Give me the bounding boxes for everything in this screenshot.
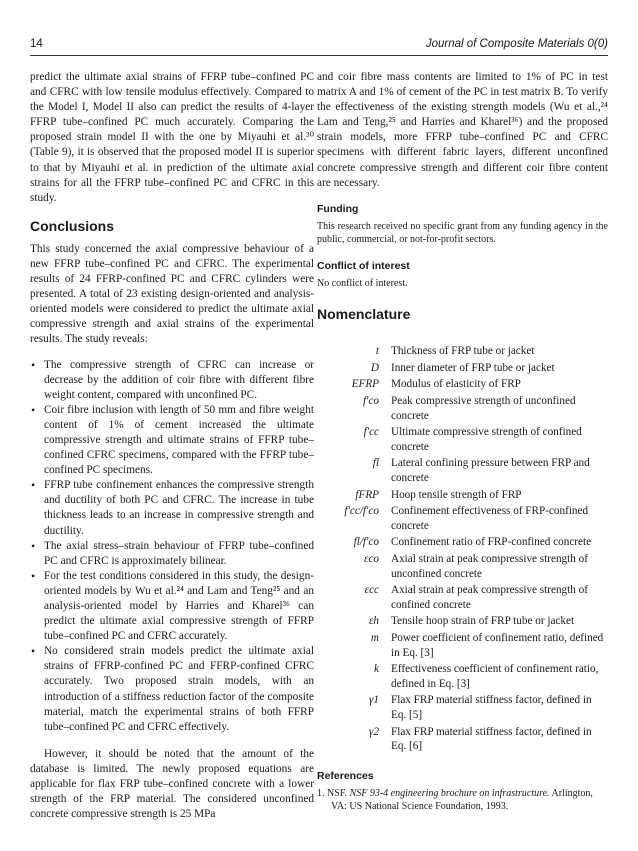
nomenclature-symbol: γ2 <box>368 725 379 738</box>
right-column <box>317 70 608 814</box>
nomenclature-row <box>317 456 608 485</box>
nomenclature-row <box>317 631 608 660</box>
nomenclature-definition: Ultimate compressive strength of confined concrete <box>391 426 582 453</box>
reference-author: NSF. <box>327 787 348 799</box>
nomenclature-definition: Axial strain at peak compressive strength of confined concrete <box>391 584 588 611</box>
nomenclature-row <box>317 662 608 691</box>
nomenclature-row <box>317 614 608 629</box>
left-column <box>30 70 314 822</box>
nomenclature-symbol: f'cc <box>363 426 379 439</box>
nomenclature-symbol: f'cc/f'co <box>344 505 379 518</box>
nomenclature-definition: Flax FRP material stiffness factor, defined in Eq. [6] <box>391 725 592 753</box>
nomenclature-row <box>317 693 608 722</box>
nomenclature-definition: Power coefficient of confinement ratio, defined in Eq. [3] <box>391 631 604 659</box>
intro-paragraph: predict the ultimate axial strains of FFRP tube–confined PC and CFRC with low tensile modulus effectively. Compared to the Model I, Model II also can predict the results of 4-layer FFRP tube–confined PC much accurately. Comparing the proposed strain model II with the one by Miyauhi et al.³⁰ (Table 9), it is observed that the proposed model II is superior to that by Miyauhi et al. in prediction of the ultimate axial strains for all the FFRP tube–confined PC and CFRC in this study. <box>30 71 314 204</box>
nomenclature-symbol: fl/f'co <box>353 536 379 549</box>
nomenclature-row <box>317 504 608 533</box>
running-header <box>30 38 608 60</box>
reference-title: NSF 93-4 engineering brochure on infrastructure. <box>349 787 550 799</box>
nomenclature-symbol: εcc <box>364 584 379 597</box>
nomenclature-definition: Tensile hoop strain of FRP tube or jacket <box>391 615 575 628</box>
nomenclature-definition: Hoop tensile strength of FRP <box>391 488 522 501</box>
conflict-heading: Conflict of interest <box>317 259 410 272</box>
list-item: • Coir fibre inclusion with length of 50 mm and fibre weight content of 1% of cement increased the ultimate compressive strength and ultimate strains of FFRP tube–confined CFRC specimens, compared with the FFRP tube–confined PC specimens. <box>30 403 314 478</box>
conflict-section <box>317 260 608 291</box>
nomenclature-row <box>317 394 608 423</box>
nomenclature-definition: Axial strain at peak compressive strength of unconfined concrete <box>391 552 588 580</box>
journal-title: Journal of Composite Materials 0(0) <box>425 38 608 50</box>
references-section <box>317 770 608 814</box>
nomenclature-symbol: εh <box>368 615 379 628</box>
conflict-text: No conflict of interest. <box>317 277 408 289</box>
funding-heading: Funding <box>317 202 359 215</box>
nomenclature-symbol: k <box>374 663 379 676</box>
nomenclature-symbol: EFRP <box>351 378 379 391</box>
nomenclature-definition: Modulus of elasticity of FRP <box>391 378 521 391</box>
nomenclature-symbol: D <box>370 361 379 374</box>
nomenclature-definition: Confinement ratio of FRP-confined concrete <box>391 536 592 549</box>
nomenclature-definition: Flax FRP material stiffness factor, defined in Eq. [5] <box>391 694 592 721</box>
funding-section <box>317 203 608 247</box>
conclusions-heading: Conclusions <box>30 217 115 234</box>
list-item: • For the test conditions considered in this study, the design-oriented models by Wu et al.²⁴ and Lam and Teng²⁵ and an analysis-oriented model by Harries and Kharel³⁶ can predict the ultimate axial compressive strength of FFRP tube–confined PC and CFRC accurately. <box>30 569 314 644</box>
nomenclature-row <box>317 552 608 581</box>
nomenclature-symbol: γ1 <box>368 694 379 707</box>
nomenclature-symbol: f'co <box>362 395 379 408</box>
nomenclature-row <box>317 361 608 376</box>
reference-number: 1. <box>317 787 325 799</box>
nomenclature-row <box>317 488 608 503</box>
nomenclature-row <box>317 535 608 550</box>
nomenclature-symbol: t <box>375 345 379 358</box>
page-number: 14 <box>30 38 43 50</box>
nomenclature-definition: Peak compressive strength of unconfined concrete <box>391 395 576 422</box>
nomenclature-row <box>317 725 608 754</box>
nomenclature-definition: Confinement effectiveness of FRP-confined concrete <box>391 505 589 532</box>
nomenclature-row <box>317 583 608 612</box>
conclusions-paragraph: This study concerned the axial compressive behaviour of a new FFRP tube–confined PC and CFRC. The experimental results of 24 FFRP-confined PC and CFRC cylinders were presented. A total of 23 existing design-oriented and analysis-oriented models were considered to predict the ultimate axial compressive strength and axial strains of the experimental results. The study reveals: <box>30 242 314 346</box>
references-heading: References <box>317 769 374 782</box>
funding-text: This research received no specific grant from any funding agency in the public, commercial, or not-for-profit sectors. <box>317 220 608 246</box>
nomenclature-list <box>317 344 608 753</box>
nomenclature-row <box>317 425 608 454</box>
list-item: • No considered strain models predict the ultimate axial strains of FFRP-confined PC and FFRP-confined CFRC accurately. Two proposed strain models, with an introduction of a stiffness reduction factor of the composite material, match the experimental strains of both FFRP tube–confined PC and CFRC effectively. <box>30 644 314 735</box>
nomenclature-symbol: fl <box>372 457 379 470</box>
nomenclature-row <box>317 377 608 392</box>
nomenclature-row <box>317 344 608 359</box>
list-item: • The compressive strength of CFRC can increase or decrease by the addition of coir fibre with different fibre weight content, compared with unconfined PC. <box>30 358 314 403</box>
findings-list <box>30 358 314 735</box>
nomenclature-symbol: fFRP <box>355 488 379 501</box>
continuation-paragraph: and coir fibre mass contents are limited to 1% of PC in test matrix A and 1% of cement of the PC in test matrix B. To verify the effectiveness of the existing strength models (Wu et al.,²⁴ Lam and Teng,²⁵ and Harries and Kharel³⁶) and the proposed strain models, more FFRP tube–confined PC and CFRC specimens with different fabric layers, different unconfined concrete compressive strength and different coir fibre content are necessary. <box>317 71 608 189</box>
reference-entry <box>317 787 608 814</box>
closing-paragraph: However, it should be noted that the amount of the database is limited. The newly proposed equations are applicable for flax FRP tube–confined concrete with a lower strength of the FRP material. The considered unconfined concrete compressive strength is 25 MPa <box>30 747 314 821</box>
nomenclature-definition: Effectiveness coefficient of confinement ratio, defined in Eq. [3] <box>391 663 599 690</box>
nomenclature-definition: Inner diameter of FRP tube or jacket <box>391 361 555 374</box>
nomenclature-symbol: εco <box>364 552 379 565</box>
list-item: • FFRP tube confinement enhances the compressive strength and ductility of both PC and CFRC. The increase in tube thickness leads to an increase in compressive strength and ductility. <box>30 478 314 538</box>
nomenclature-definition: Thickness of FRP tube or jacket <box>391 345 535 358</box>
header-rule <box>30 55 608 56</box>
nomenclature-symbol: m <box>370 631 379 644</box>
list-item: • The axial stress–strain behaviour of FFRP tube–confined PC and CFRC is approximately bilinear. <box>30 539 314 569</box>
reference-publisher: Arlington, VA: US National Science Foundation, 1993. <box>331 787 593 813</box>
nomenclature-heading: Nomenclature <box>317 306 411 323</box>
nomenclature-definition: Lateral confining pressure between FRP and concrete <box>391 457 590 484</box>
